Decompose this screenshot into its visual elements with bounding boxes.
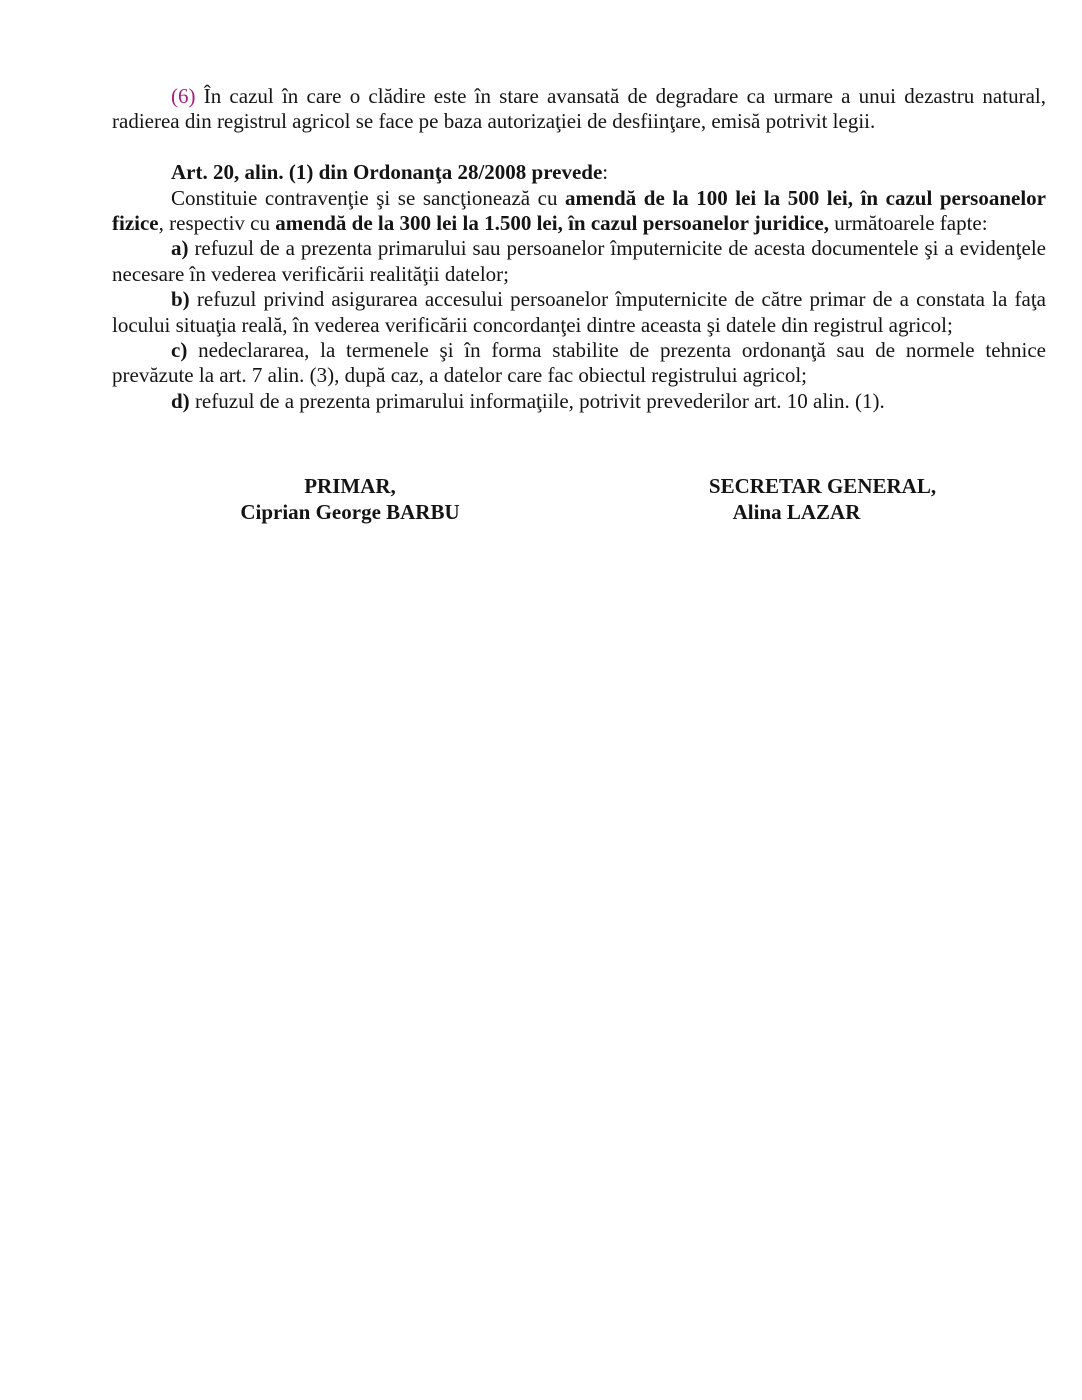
- signature-secretar-name: Alina LAZAR: [732, 499, 861, 524]
- spacer-line: [112, 135, 1046, 160]
- item-a: a) refuzul de a prezenta primarului sau persoanelor împuternicite de acesta documentele şi a evidenţele necesare în vederea verificării realităţii datelor;: [112, 236, 1046, 286]
- item-c: c) nedeclararea, la termenele şi în forma stabilite de prezenta ordonanţă sau de normele tehnice prevăzute la art. 7 alin. (3), după caz, a datelor care fac obiectul registrului agricol;: [112, 338, 1046, 388]
- signature-primar-title: PRIMAR,: [304, 474, 396, 499]
- para-alin-6: (6) În cazul în care o clădire este în stare avansată de degradare ca urmare a unui dezastru natural, radierea din registrul agricol se face pe baza autorizaţiei de desfiinţare, emisă potrivit legii.: [112, 84, 1046, 134]
- signature-block: [112, 474, 1046, 536]
- item-d: d) refuzul de a prezenta primarului informaţiile, potrivit prevederilor art. 10 alin. (1).: [171, 388, 885, 413]
- document-body: [112, 84, 1046, 414]
- para-constituie: Constituie contravenţie şi se sancţionează cu amendă de la 100 lei la 500 lei, în cazul persoanelor fizice, respectiv cu amendă de la 300 lei la 1.500 lei, în cazul persoanelor juridice, următoarele fapte:: [112, 185, 1046, 236]
- signature-primar-name: Ciprian George BARBU: [240, 499, 460, 524]
- signature-secretar-title: SECRETAR GENERAL,: [708, 474, 937, 499]
- item-b: b) refuzul privind asigurarea accesului persoanelor împuternicite de către primar de a constata la faţa locului situaţia reală, în vederea verificării concordanţei dintre aceasta şi datele din registrul agricol;: [112, 287, 1046, 337]
- signature-primar: [130, 474, 570, 525]
- signature-secretar: [600, 474, 1045, 525]
- heading-art-20: Art. 20, alin. (1) din Ordonanţa 28/2008 prevede:: [171, 160, 609, 185]
